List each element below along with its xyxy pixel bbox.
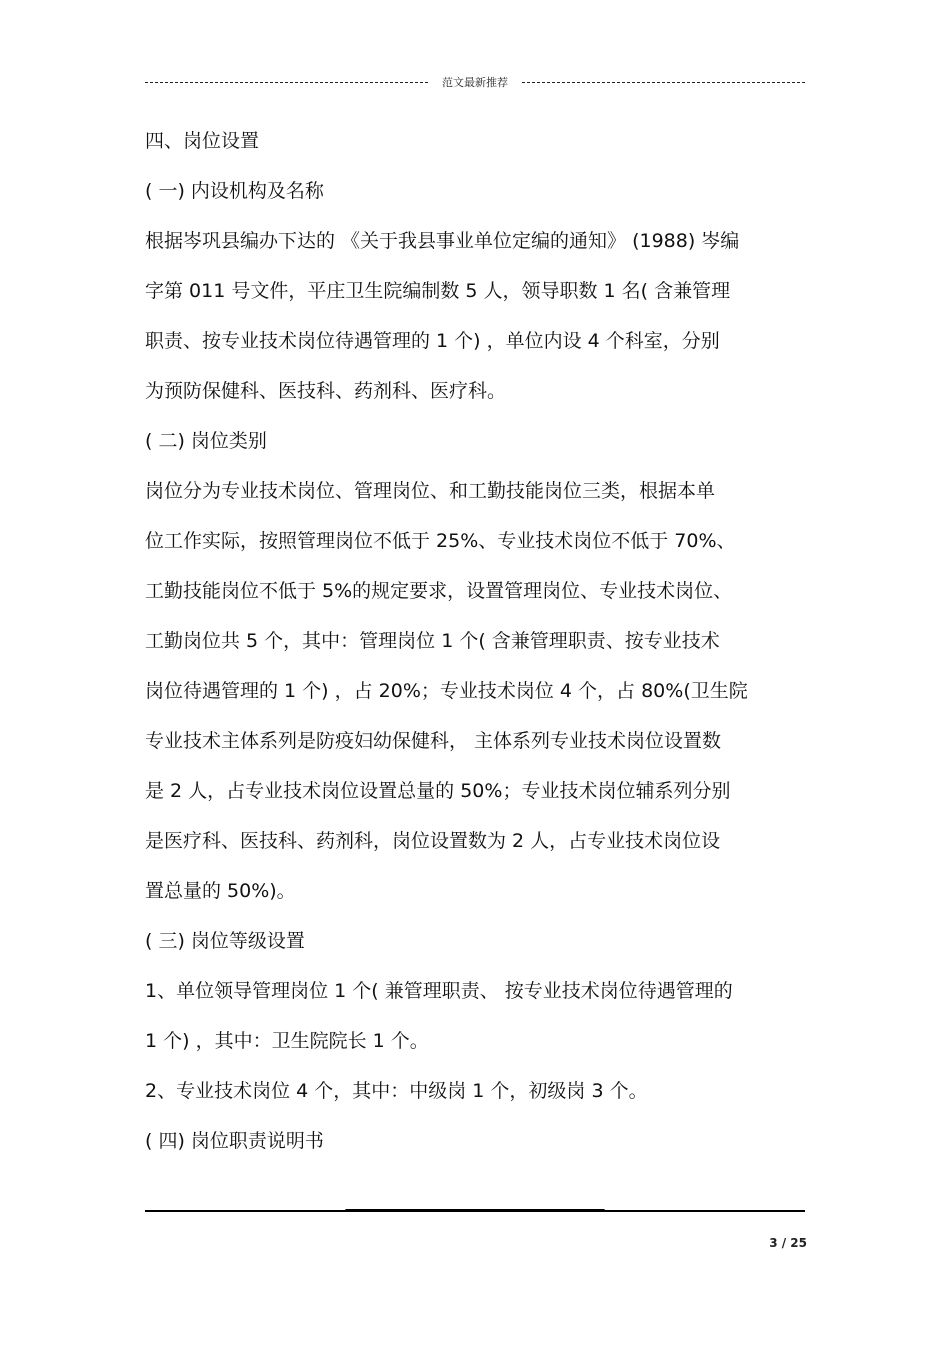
paragraph-line: 工勤岗位共 5 个，其中：管理岗位 1 个( 含兼管理职责、按专业技术 [145, 630, 720, 652]
header-title: 范文最新推荐 [442, 76, 508, 89]
header-right-rule [522, 82, 805, 83]
subsection-heading: ( 二) 岗位类别 [145, 430, 267, 452]
page-header [145, 70, 805, 94]
paragraph-line: 2、专业技术岗位 4 个，其中：中级岗 1 个，初级岗 3 个。 [145, 1080, 648, 1102]
paragraph-line: 1 个) ，其中：卫生院院长 1 个。 [145, 1030, 429, 1052]
paragraph-line: 专业技术主体系列是防疫妇幼保健科， 主体系列专业技术岗位设置数 [145, 730, 722, 752]
paragraph-line: 为预防保健科、医技科、药剂科、医疗科。 [145, 380, 507, 402]
paragraph-line: 岗位分为专业技术岗位、管理岗位、和工勤技能岗位三类，根据本单 [145, 480, 716, 502]
paragraph-line: 字第 011 号文件，平庄卫生院编制数 5 人，领导职数 1 名( 含兼管理 [145, 280, 731, 302]
subsection-heading: ( 四) 岗位职责说明书 [145, 1130, 324, 1152]
paragraph-line: 位工作实际，按照管理岗位不低于 25%、专业技术岗位不低于 70%、 [145, 530, 736, 552]
subsection-heading: ( 一) 内设机构及名称 [145, 180, 324, 202]
header-left-rule [145, 82, 428, 83]
document-body [145, 122, 810, 1172]
paragraph-line: 职责、按专业技术岗位待遇管理的 1 个) ，单位内设 4 个科室，分别 [145, 330, 720, 352]
paragraph-line: 是 2 人，占专业技术岗位设置总量的 50%；专业技术岗位辅系列分别 [145, 780, 731, 802]
section-heading: 四、岗位设置 [145, 130, 260, 152]
paragraph-line: 是医疗科、医技科、药剂科，岗位设置数为 2 人，占专业技术岗位设 [145, 830, 721, 852]
paragraph-line: 1、单位领导管理岗位 1 个( 兼管理职责、 按专业技术岗位待遇管理的 [145, 980, 733, 1002]
subsection-heading: ( 三) 岗位等级设置 [145, 930, 305, 952]
paragraph-line: 根据岑巩县编办下达的 《关于我县事业单位定编的通知》 (1988) 岑编 [145, 230, 740, 252]
page-number: 3 / 25 [769, 1236, 807, 1250]
footer-rule [145, 1210, 805, 1212]
paragraph-line: 工勤技能岗位不低于 5%的规定要求，设置管理岗位、专业技术岗位、 [145, 580, 733, 602]
paragraph-line: 置总量的 50%)。 [145, 880, 296, 902]
paragraph-line: 岗位待遇管理的 1 个) ，占 20%；专业技术岗位 4 个，占 80%(卫生院 [145, 680, 748, 702]
